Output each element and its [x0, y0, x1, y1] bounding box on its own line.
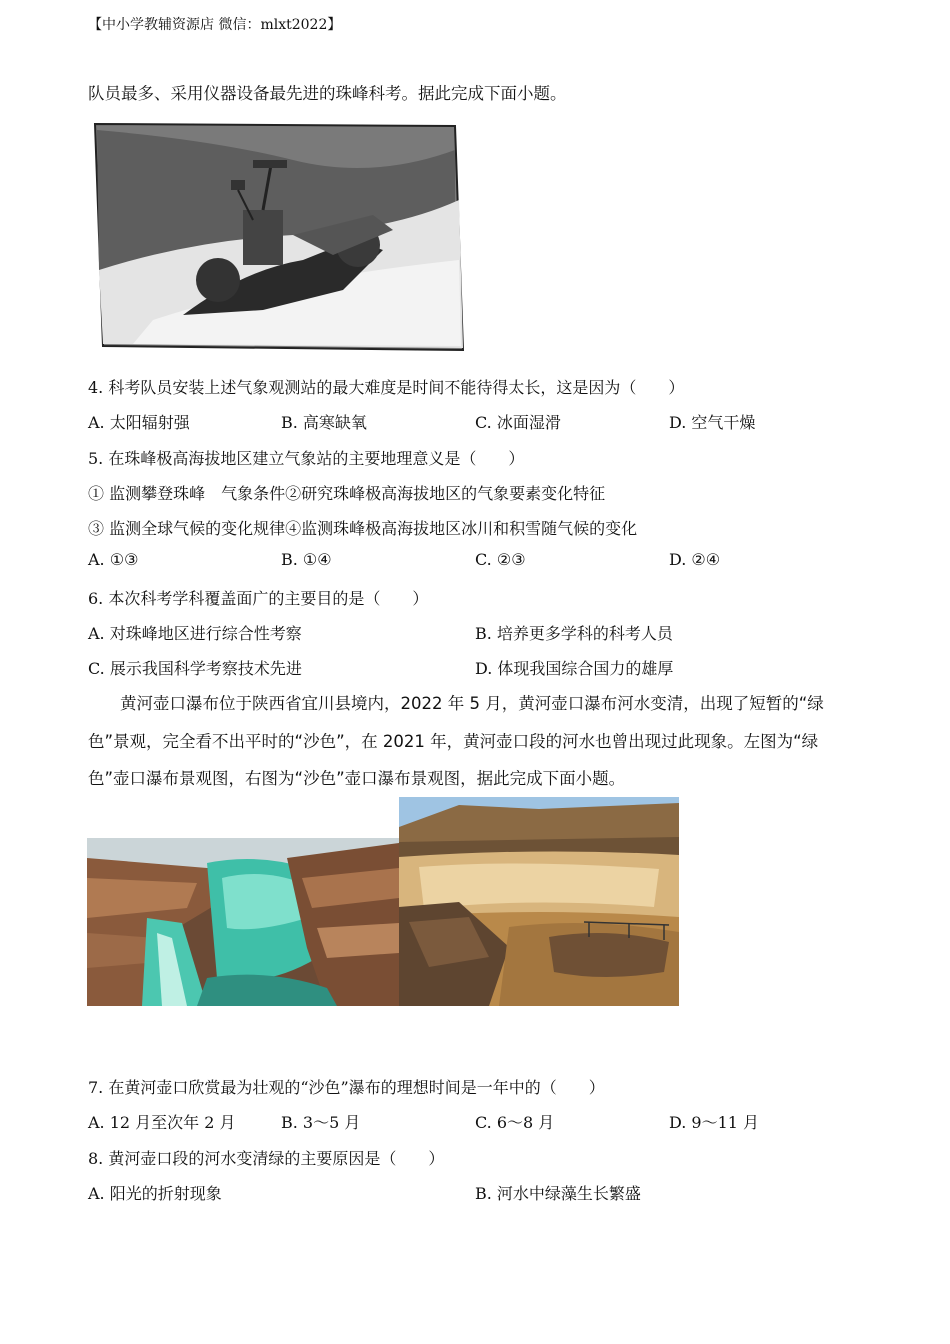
- q4-option-c: C. 冰面湿滑: [475, 413, 561, 432]
- q5-option-b: B. ①④: [281, 550, 332, 569]
- q5-statement-line-1: ① 监测攀登珠峰 气象条件②研究珠峰极高海拔地区的气象要素变化特征: [88, 484, 606, 503]
- passage-line-1: 黄河壶口瀑布位于陕西省宜川县境内，2022 年 5 月，黄河壶口瀑布河水变清，出现了短暂的“绿: [120, 694, 824, 713]
- q6-option-a: A. 对珠峰地区进行综合性考察: [88, 624, 302, 643]
- q4-option-d: D. 空气干燥: [669, 413, 756, 432]
- q5-option-a: A. ①③: [88, 550, 139, 569]
- q6-option-c: C. 展示我国科学考察技术先进: [88, 659, 302, 678]
- q7-option-d: D. 9～11 月: [669, 1113, 760, 1132]
- q7-option-c: C. 6～8 月: [475, 1113, 555, 1132]
- intro-text: 队员最多、采用仪器设备最先进的珠峰科考。据此完成下面小题。: [88, 84, 567, 103]
- question-7-stem: 7. 在黄河壶口欣赏最为壮观的“沙色”瀑布的理想时间是一年中的（ ）: [88, 1078, 605, 1097]
- question-5-stem: 5. 在珠峰极高海拔地区建立气象站的主要地理意义是（ ）: [88, 449, 525, 468]
- q7-option-b: B. 3～5 月: [281, 1113, 361, 1132]
- passage-line-2: 色”景观，完全看不出平时的“沙色”，在 2021 年，黄河壶口段的河水也曾出现过此现象。左图为“绿: [88, 732, 819, 751]
- q5-option-d: D. ②④: [669, 550, 721, 569]
- q7-option-a: A. 12 月至次年 2 月: [88, 1113, 236, 1132]
- q5-option-c: C. ②③: [475, 550, 526, 569]
- q8-option-b: B. 河水中绿藻生长繁盛: [475, 1184, 641, 1203]
- weather-station-photo: [93, 120, 465, 352]
- q4-option-a: A. 太阳辐射强: [88, 413, 190, 432]
- page-header: 【中小学教辅资源店 微信：mlxt2022】: [88, 17, 342, 33]
- passage-line-3: 色”壶口瀑布景观图，右图为“沙色”壶口瀑布景观图，据此完成下面小题。: [88, 769, 626, 788]
- question-6-stem: 6. 本次科考学科覆盖面广的主要目的是（ ）: [88, 589, 429, 608]
- q6-option-b: B. 培养更多学科的科考人员: [475, 624, 673, 643]
- q8-option-a: A. 阳光的折射现象: [88, 1184, 222, 1203]
- sandy-waterfall-photo: [399, 797, 679, 1006]
- q5-statement-line-2: ③ 监测全球气候的变化规律④监测珠峰极高海拔地区冰川和积雪随气候的变化: [88, 519, 638, 538]
- green-waterfall-photo: [87, 838, 399, 1006]
- question-4-stem: 4. 科考队员安装上述气象观测站的最大难度是时间不能待得太长，这是因为（ ）: [88, 378, 685, 397]
- q6-option-d: D. 体现我国综合国力的雄厚: [475, 659, 674, 678]
- question-8-stem: 8. 黄河壶口段的河水变清绿的主要原因是（ ）: [88, 1149, 445, 1168]
- q4-option-b: B. 高寒缺氧: [281, 413, 367, 432]
